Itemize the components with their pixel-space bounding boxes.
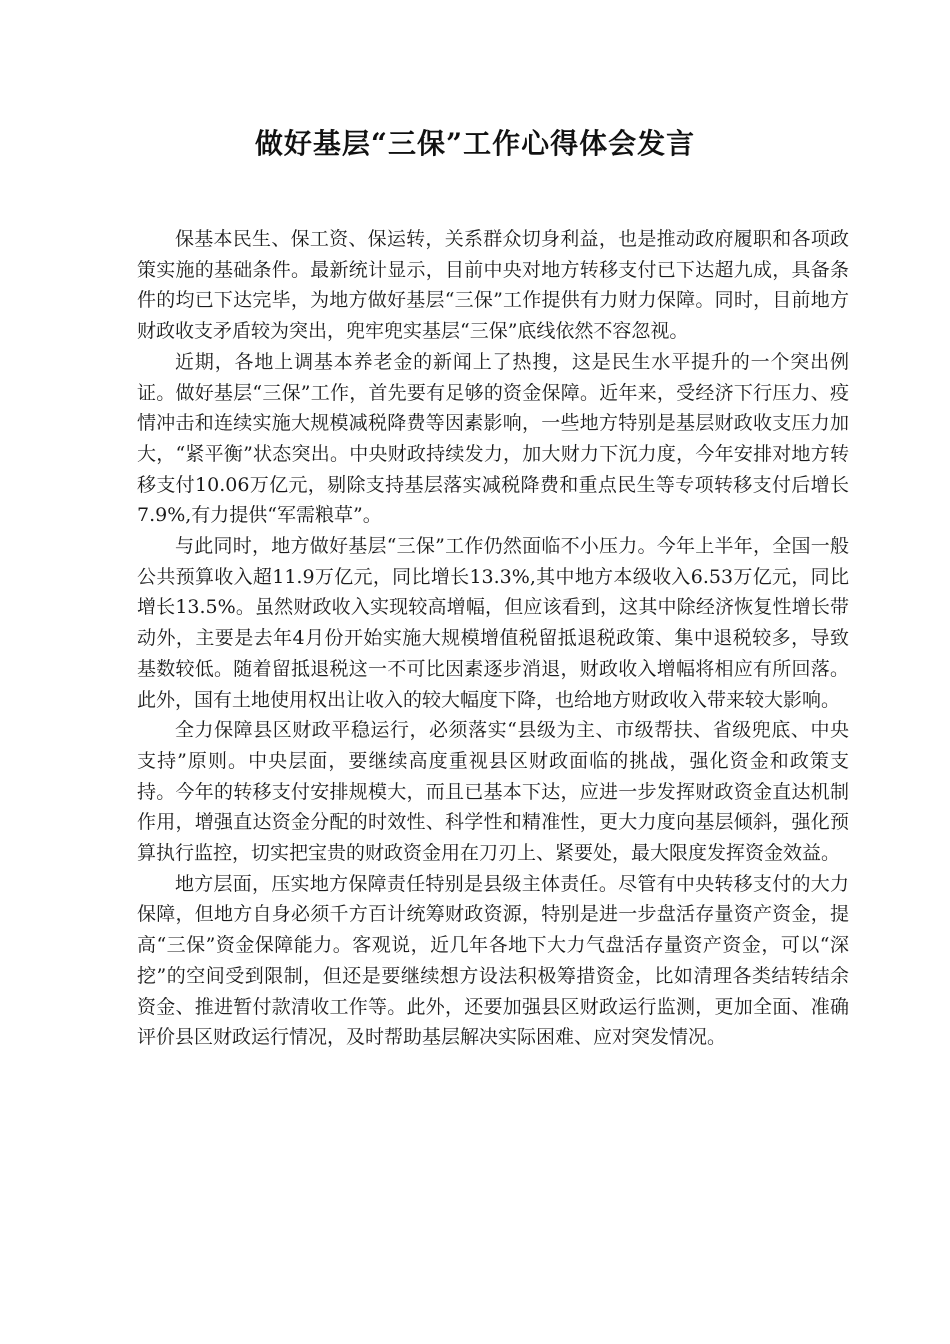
paragraph-4: 全力保障县区财政平稳运行，必须落实“县级为主、市级帮扶、省级兜底、中央支持”原则。中央层面，要继续高度重视县区财政面临的挑战，强化资金和政策支持。今年的转移支付安排规模大，而且已基本下达，应进一步发挥财政资金直达机制作用，增强直达资金分配的时效性、科学性和精准性，更大力度向基层倾斜，强化预算执行监控，切实把宝贵的财政资金用在刀刃上、紧要处，最大限度发挥资金效益。 — [137, 719, 849, 865]
document-body — [137, 224, 849, 1053]
document-title: 做好基层“三保”工作心得体会发言 — [254, 127, 696, 160]
paragraph-2: 近期，各地上调基本养老金的新闻上了热搜，这是民生水平提升的一个突出例证。做好基层“三保”工作，首先要有足够的资金保障。近年来，受经济下行压力、疫情冲击和连续实施大规模减税降费等因素影响，一些地方特别是基层财政收支压力加大，“紧平衡”状态突出。中央财政持续发力，加大财力下沉力度，今年安排对地方转移支付10.06万亿元，剔除支持基层落实减税降费和重点民生等专项转移支付后增长7.9%,有力提供“军需粮草”。 — [137, 350, 849, 527]
paragraph-3: 与此同时，地方做好基层“三保”工作仍然面临不小压力。今年上半年，全国一般公共预算收入超11.9万亿元，同比增长13.3%,其中地方本级收入6.53万亿元，同比增长13.5%。虽然财政收入实现较高增幅，但应该看到，这其中除经济恢复性增长带动外，主要是去年4月份开始实施大规模增值税留抵退税政策、集中退税较多，导致基数较低。随着留抵退税这一不可比因素逐步消退，财政收入增幅将相应有所回落。此外，国有土地使用权出让收入的较大幅度下降，也给地方财政收入带来较大影响。 — [137, 535, 849, 711]
paragraph-5: 地方层面，压实地方保障责任特别是县级主体责任。尽管有中央转移支付的大力保障，但地方自身必须千方百计统筹财政资源，特别是进一步盘活存量资产资金，提高“三保”资金保障能力。客观说，近几年各地下大力气盘活存量资产资金，可以“深挖”的空间受到限制，但还是要继续想方设法积极筹措资金，比如清理各类结转结余资金、推进暂付款清收工作等。此外，还要加强县区财政运行监测，更加全面、准确评价县区财政运行情况，及时帮助基层解决实际困难、应对突发情况。 — [137, 872, 849, 1049]
paragraph-1: 保基本民生、保工资、保运转，关系群众切身利益，也是推动政府履职和各项政策实施的基础条件。最新统计显示，目前中央对地方转移支付已下达超九成，具备条件的均已下达完毕，为地方做好基层“三保”工作提供有力财力保障。同时，目前地方财政收支矛盾较为突出，兜牢兜实基层“三保”底线依然不容忽视。 — [137, 228, 849, 343]
